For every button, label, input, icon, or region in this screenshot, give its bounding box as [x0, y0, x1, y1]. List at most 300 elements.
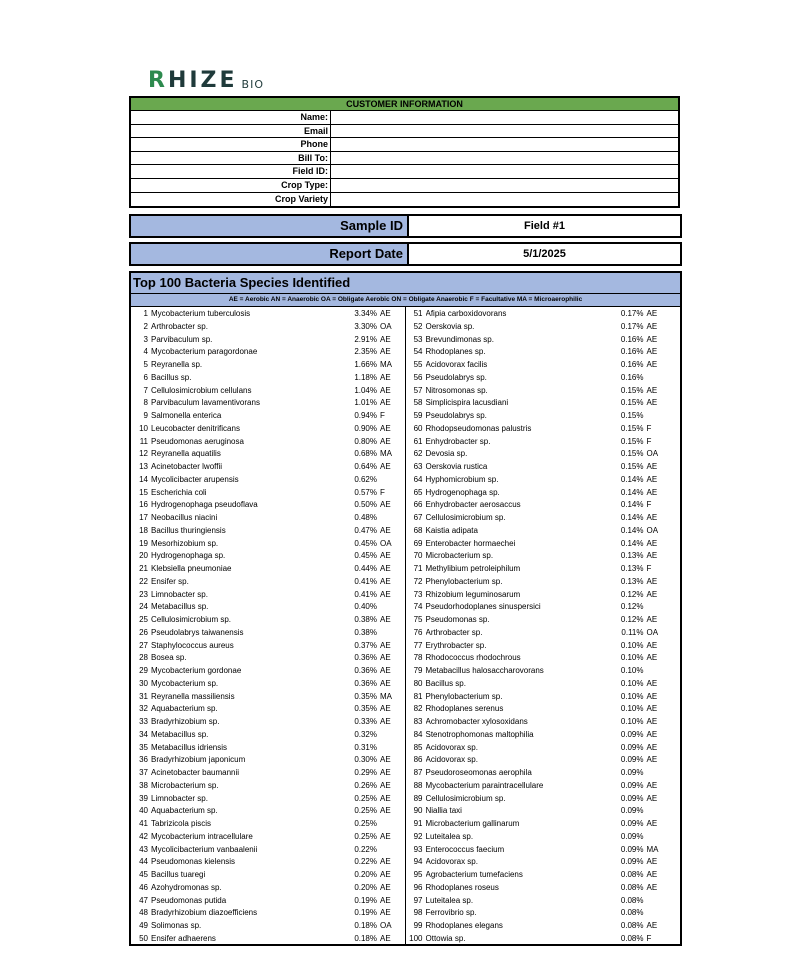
- species-row: [406, 372, 681, 385]
- species-percent: 0.80%: [354, 436, 377, 446]
- species-name: Rhodoplanes serenus: [425, 704, 504, 714]
- species-oxygen-type: AE: [380, 372, 391, 382]
- species-row: [131, 321, 405, 334]
- species-name: Klebsiella pneumoniae: [151, 564, 232, 573]
- species-percent: 0.09%: [620, 819, 644, 828]
- species-oxygen-type: AE: [380, 933, 391, 943]
- species-row: [131, 869, 405, 882]
- species-row: [131, 397, 405, 410]
- species-percent: 0.30%: [354, 755, 377, 765]
- species-row: [406, 601, 681, 614]
- species-oxygen-type: [377, 474, 397, 487]
- species-name: Achromobacter xylosoxidans: [425, 717, 528, 726]
- species-row: [406, 308, 681, 321]
- species-oxygen-type: AE: [380, 436, 391, 446]
- species-name: Bacillus sp.: [151, 372, 192, 382]
- species-oxygen-type: F: [646, 500, 652, 510]
- species-row: [406, 716, 681, 729]
- species-row: [406, 359, 681, 372]
- species-row: [131, 487, 405, 500]
- species-name: Aquabacterium sp.: [151, 704, 218, 714]
- species-row: [131, 767, 405, 780]
- species-percent: 0.09%: [620, 806, 644, 816]
- species-oxygen-type: OA: [380, 538, 392, 548]
- species-percent: 0.45%: [354, 538, 377, 548]
- species-name: Arthrobacter sp.: [151, 321, 208, 331]
- company-logo: [148, 70, 264, 92]
- species-name: Mycobacterium sp.: [151, 678, 219, 688]
- species-rank: 24: [139, 602, 148, 612]
- species-row: [131, 818, 405, 831]
- species-rank: 77: [413, 640, 423, 650]
- species-row: [131, 844, 405, 857]
- species-name: Metabacillus sp.: [151, 729, 209, 739]
- species-oxygen-type: AE: [646, 513, 658, 522]
- species-rank: 100: [409, 933, 423, 943]
- species-name: Pseudolabrys sp.: [425, 411, 487, 420]
- species-row: [131, 716, 405, 729]
- species-rank: 98: [413, 908, 423, 918]
- species-name: Mycobacterium intracellulare: [151, 831, 253, 841]
- species-percent: 0.25%: [354, 806, 377, 816]
- species-name: Pseudolabrys sp.: [425, 372, 487, 382]
- species-oxygen-type: OA: [380, 921, 392, 930]
- species-percent: 0.14%: [620, 487, 644, 497]
- species-oxygen-type: AE: [380, 309, 391, 318]
- species-oxygen-type: AE: [380, 793, 391, 803]
- species-oxygen-type: [644, 601, 664, 614]
- species-rank: 11: [139, 436, 148, 446]
- species-rank: 86: [413, 755, 423, 765]
- species-percent: 0.16%: [620, 347, 644, 357]
- species-rank: 97: [413, 895, 423, 905]
- species-rank: 48: [139, 908, 148, 918]
- species-row: [131, 793, 405, 806]
- species-percent: 0.09%: [620, 831, 644, 841]
- species-name: Rhizobium leguminosarum: [425, 589, 521, 599]
- species-name: Oerskovia rustica: [425, 462, 488, 471]
- species-oxygen-type: AE: [380, 806, 391, 816]
- species-percent: 0.09%: [620, 780, 644, 790]
- species-row: [406, 576, 681, 589]
- species-percent: 0.68%: [354, 449, 377, 459]
- species-name: Ensifer adhaerens: [151, 933, 216, 943]
- species-oxygen-type: AE: [380, 780, 391, 790]
- species-rank: 16: [139, 500, 148, 510]
- species-oxygen-type: [377, 601, 397, 614]
- species-row: [131, 627, 405, 640]
- species-name: Pseudomonas aeruginosa: [151, 436, 244, 446]
- species-name: Methylibium petroleiphilum: [425, 564, 521, 573]
- species-rank: 7: [143, 385, 148, 395]
- species-rank: 62: [413, 449, 423, 459]
- species-oxygen-type: [377, 627, 397, 640]
- species-rank: 3: [143, 334, 148, 344]
- species-name: Ferrovibrio sp.: [425, 908, 477, 918]
- species-row: [131, 461, 405, 474]
- species-oxygen-type: AE: [646, 551, 658, 561]
- species-percent: 0.17%: [620, 309, 644, 318]
- species-percent: 0.48%: [354, 513, 377, 522]
- species-rank: 40: [139, 806, 148, 816]
- species-rank: 80: [413, 678, 423, 688]
- species-row: [406, 793, 681, 806]
- species-oxygen-type: AE: [646, 691, 658, 701]
- species-percent: 0.14%: [620, 538, 644, 548]
- species-name: Devosia sp.: [425, 449, 468, 459]
- species-oxygen-type: AE: [646, 780, 658, 790]
- species-percent: 0.40%: [354, 602, 377, 612]
- species-percent: 0.15%: [620, 385, 644, 395]
- species-rank: 36: [139, 755, 148, 765]
- species-percent: 0.38%: [354, 615, 377, 624]
- species-percent: 0.29%: [354, 768, 377, 777]
- species-name: Hydrogenophaga pseudoflava: [151, 500, 258, 510]
- species-rank: 12: [139, 449, 148, 459]
- species-rank: 78: [413, 653, 423, 663]
- species-oxygen-type: AE: [380, 678, 391, 688]
- species-row: [131, 359, 405, 372]
- species-oxygen-type: AE: [646, 474, 658, 484]
- species-row: [406, 895, 681, 908]
- species-row: [406, 461, 681, 474]
- species-oxygen-type: [377, 844, 397, 857]
- species-oxygen-type: AE: [646, 793, 658, 803]
- species-name: Staphylococcus aureus: [151, 640, 234, 650]
- species-name: Enterococcus faecium: [425, 844, 505, 854]
- species-name: Microbacterium gallinarum: [425, 819, 520, 828]
- species-oxygen-type: F: [646, 933, 652, 943]
- species-rank: 71: [413, 564, 423, 573]
- species-rank: 29: [139, 666, 148, 675]
- species-oxygen-type: OA: [646, 525, 659, 535]
- species-name: Reyranella aquatilis: [151, 449, 221, 459]
- species-row: [131, 589, 405, 602]
- species-rank: 35: [139, 742, 148, 752]
- species-percent: 0.25%: [354, 793, 377, 803]
- species-rank: 60: [413, 423, 423, 433]
- species-oxygen-type: AE: [380, 717, 391, 726]
- species-row: [131, 614, 405, 627]
- species-name: Parvibaculum lavamentivorans: [151, 398, 260, 408]
- species-row: [131, 563, 405, 576]
- species-rank: 99: [413, 921, 423, 930]
- species-rank: 59: [413, 411, 423, 420]
- customer-field-value: [331, 111, 678, 124]
- species-rank: 63: [413, 462, 423, 471]
- species-name: Acinetobacter lwoffii: [151, 462, 222, 471]
- species-percent: 0.41%: [354, 589, 377, 599]
- species-name: Hyphomicrobium sp.: [425, 474, 499, 484]
- species-rank: 10: [139, 423, 148, 433]
- species-percent: 0.25%: [354, 831, 377, 841]
- species-percent: 0.35%: [354, 704, 377, 714]
- species-rank: 65: [413, 487, 423, 497]
- species-rank: 85: [413, 742, 423, 752]
- species-row: [131, 856, 405, 869]
- species-oxygen-type: AE: [380, 768, 391, 777]
- customer-field-row: [131, 179, 678, 193]
- species-oxygen-type: AE: [646, 309, 658, 318]
- report-date-box: [129, 242, 682, 266]
- species-row: [131, 678, 405, 691]
- species-rank: 8: [143, 398, 148, 408]
- species-oxygen-type: AE: [380, 755, 391, 765]
- species-percent: 0.16%: [620, 334, 644, 344]
- species-percent: 0.15%: [620, 411, 644, 420]
- customer-field-row: [131, 165, 678, 179]
- species-oxygen-type: AE: [646, 717, 658, 726]
- species-row: [131, 372, 405, 385]
- species-rank: 42: [139, 831, 148, 841]
- species-name: Metabacillus halosaccharovorans: [425, 666, 544, 675]
- species-oxygen-type: MA: [380, 360, 392, 369]
- species-name: Solimonas sp.: [151, 921, 202, 930]
- species-row: [131, 933, 405, 946]
- species-row: [406, 487, 681, 500]
- species-percent: 0.19%: [354, 895, 377, 905]
- species-row: [131, 550, 405, 563]
- species-percent: 0.15%: [620, 423, 644, 433]
- species-name: Mesorhizobium sp.: [151, 538, 219, 548]
- species-oxygen-type: [377, 818, 397, 831]
- species-name: Limnobacter sp.: [151, 589, 208, 599]
- species-name: Acidovorax sp.: [425, 742, 478, 752]
- species-oxygen-type: AE: [380, 525, 391, 535]
- species-percent: 0.09%: [620, 793, 644, 803]
- species-rank: 14: [139, 474, 148, 484]
- species-oxygen-type: AE: [646, 640, 658, 650]
- species-row: [406, 665, 681, 678]
- species-name: Salmonella enterica: [151, 411, 222, 420]
- species-oxygen-type: [377, 512, 397, 525]
- species-percent: 0.10%: [620, 653, 644, 663]
- species-name: Reyranella massiliensis: [151, 691, 235, 701]
- species-name: Stenotrophomonas maltophilia: [425, 729, 534, 739]
- species-percent: 0.13%: [620, 576, 644, 586]
- species-row: [406, 907, 681, 920]
- species-rank: 27: [139, 640, 148, 650]
- species-row: [406, 678, 681, 691]
- species-name: Mycobacterium paraintracellulare: [425, 780, 544, 790]
- species-row: [406, 856, 681, 869]
- logo-initial: R: [148, 68, 168, 93]
- species-oxygen-type: MA: [380, 449, 392, 459]
- species-percent: 1.01%: [354, 398, 377, 408]
- logo-rest: HIZE: [167, 68, 238, 93]
- species-name: Parvibaculum sp.: [151, 334, 213, 344]
- species-row: [406, 640, 681, 653]
- species-name: Cellulosimicrobium sp.: [425, 793, 506, 803]
- species-table-title: Top 100 Bacteria Species Identified: [131, 273, 680, 294]
- species-rank: 53: [413, 334, 423, 344]
- species-name: Phenylobacterium sp.: [425, 576, 503, 586]
- species-percent: 0.08%: [620, 882, 644, 892]
- species-row: [406, 525, 681, 538]
- species-oxygen-type: AE: [380, 423, 391, 433]
- species-rank: 90: [413, 806, 423, 816]
- customer-field-row: [131, 138, 678, 152]
- species-percent: 0.33%: [354, 717, 377, 726]
- species-oxygen-type: MA: [646, 844, 659, 854]
- species-percent: 0.38%: [354, 627, 377, 637]
- species-row: [406, 474, 681, 487]
- species-name: Kaistia adipata: [425, 525, 478, 535]
- species-percent: 0.15%: [620, 398, 644, 408]
- species-percent: 0.22%: [354, 844, 377, 854]
- species-oxygen-type: AE: [380, 895, 391, 905]
- species-percent: 0.08%: [620, 895, 644, 905]
- species-name: Acinetobacter baumannii: [151, 768, 240, 777]
- species-row: [406, 882, 681, 895]
- species-row: [131, 576, 405, 589]
- species-name: Pseudomonas kielensis: [151, 857, 236, 867]
- species-oxygen-type: AE: [380, 831, 391, 841]
- species-oxygen-type: F: [380, 411, 385, 420]
- customer-field-label: Crop Type:: [131, 179, 331, 192]
- species-rank: 23: [139, 589, 148, 599]
- species-oxygen-type: AE: [646, 538, 658, 548]
- customer-information-header: CUSTOMER INFORMATION: [131, 98, 678, 111]
- customer-field-row: [131, 152, 678, 166]
- species-rank: 31: [139, 691, 148, 701]
- species-percent: 0.12%: [620, 589, 644, 599]
- species-name: Reyranella sp.: [151, 360, 203, 369]
- species-name: Bradyrhizobium diazoefficiens: [151, 908, 258, 918]
- species-name: Simplicispira lacusdiani: [425, 398, 509, 408]
- species-percent: 0.10%: [620, 640, 644, 650]
- species-column-left: [131, 307, 406, 945]
- species-name: Erythrobacter sp.: [425, 640, 487, 650]
- species-percent: 0.50%: [354, 500, 377, 510]
- species-name: Nitrosomonas sp.: [425, 385, 488, 395]
- species-rank: 22: [139, 576, 148, 586]
- species-oxygen-type: AE: [646, 678, 658, 688]
- species-row: [406, 869, 681, 882]
- species-row: [131, 920, 405, 933]
- species-name: Mycobacterium paragordonae: [151, 347, 258, 357]
- species-percent: 0.14%: [620, 513, 644, 522]
- species-percent: 0.64%: [354, 462, 377, 471]
- species-row: [406, 563, 681, 576]
- species-oxygen-type: AE: [380, 589, 391, 599]
- logo-mark: [148, 70, 238, 92]
- species-oxygen-type: AE: [646, 870, 658, 879]
- species-percent: 0.10%: [620, 704, 644, 714]
- species-oxygen-type: AE: [380, 908, 391, 918]
- species-percent: 0.35%: [354, 691, 377, 701]
- species-name: Pseudolabrys taiwanensis: [151, 627, 244, 637]
- customer-field-value: [331, 193, 678, 207]
- species-percent: 2.35%: [354, 347, 377, 357]
- species-percent: 0.57%: [354, 487, 377, 497]
- species-percent: 0.15%: [620, 462, 644, 471]
- species-percent: 0.10%: [620, 678, 644, 688]
- species-percent: 0.90%: [354, 423, 377, 433]
- species-row: [406, 703, 681, 716]
- species-name: Mycolicibacterium vanbaalenii: [151, 844, 258, 854]
- species-row: [131, 334, 405, 347]
- species-rank: 37: [139, 768, 148, 777]
- species-rank: 17: [139, 513, 148, 522]
- species-percent: 0.11%: [621, 627, 644, 637]
- species-name: Cellulosimicrobium cellulans: [151, 385, 252, 395]
- species-row: [131, 436, 405, 449]
- species-name: Escherichia coli: [151, 487, 207, 497]
- species-row: [406, 729, 681, 742]
- species-name: Rhodococcus rhodochrous: [425, 653, 521, 663]
- species-oxygen-type: AE: [646, 755, 658, 765]
- species-name: Luteitalea sp.: [425, 831, 474, 841]
- species-name: Bosea sp.: [151, 653, 187, 663]
- species-oxygen-type: F: [646, 436, 652, 446]
- species-rank: 92: [413, 831, 423, 841]
- species-percent: 0.17%: [620, 321, 644, 331]
- species-name: Afipia carboxidovorans: [425, 309, 507, 318]
- sample-id-label: Sample ID: [131, 216, 409, 236]
- species-oxygen-type: AE: [380, 564, 391, 573]
- species-rank: 91: [413, 819, 423, 828]
- species-percent: 2.91%: [354, 334, 377, 344]
- species-rank: 34: [139, 729, 148, 739]
- species-table: [129, 271, 682, 946]
- sample-id-box: [129, 214, 682, 238]
- species-row: [131, 308, 405, 321]
- species-percent: 0.09%: [620, 742, 644, 752]
- species-row: [131, 652, 405, 665]
- customer-field-row: [131, 111, 678, 125]
- sample-id-value: Field #1: [524, 220, 565, 232]
- customer-field-value: [331, 138, 678, 151]
- species-oxygen-type: AE: [646, 576, 658, 586]
- species-row: [406, 767, 681, 780]
- species-row: [406, 627, 681, 640]
- species-row: [406, 385, 681, 398]
- species-row: [406, 423, 681, 436]
- species-rank: 61: [413, 436, 423, 446]
- species-rank: 41: [139, 819, 148, 828]
- species-rank: 82: [413, 704, 423, 714]
- species-oxygen-type: AE: [380, 615, 391, 624]
- species-row: [406, 742, 681, 755]
- species-name: Limnobacter sp.: [151, 793, 208, 803]
- species-percent: 0.10%: [620, 717, 644, 726]
- customer-field-row: [131, 193, 678, 207]
- species-percent: 0.22%: [354, 857, 377, 867]
- species-row: [406, 589, 681, 602]
- customer-field-row: [131, 125, 678, 139]
- species-percent: 0.08%: [620, 870, 644, 879]
- species-row: [406, 436, 681, 449]
- species-rank: 67: [413, 513, 423, 522]
- species-percent: 0.18%: [354, 933, 377, 943]
- species-rank: 47: [139, 895, 148, 905]
- customer-field-label: Field ID:: [131, 165, 331, 178]
- species-name: Rhodoplanes elegans: [425, 921, 503, 930]
- species-percent: 0.18%: [354, 921, 377, 930]
- species-row: [406, 844, 681, 857]
- customer-field-value: [331, 179, 678, 192]
- species-row: [131, 703, 405, 716]
- species-oxygen-type: AE: [380, 385, 391, 395]
- species-name: Acidovorax facilis: [425, 360, 488, 369]
- species-rank: 69: [413, 538, 423, 548]
- species-oxygen-type: AE: [380, 462, 391, 471]
- species-name: Hydrogenophaga sp.: [425, 487, 500, 497]
- species-name: Ottowia sp.: [425, 933, 466, 943]
- species-name: Enhydrobacter sp.: [425, 436, 491, 446]
- species-oxygen-type: [644, 895, 664, 908]
